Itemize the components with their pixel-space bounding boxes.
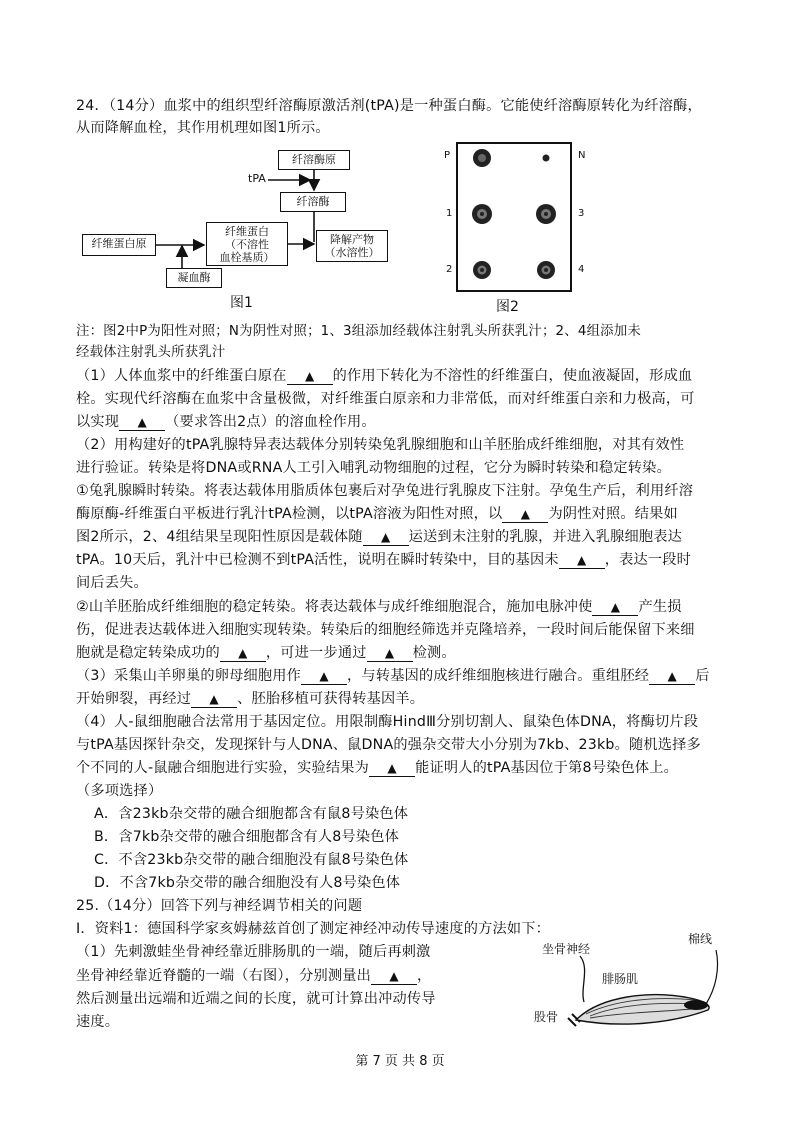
tpa-label: tPA — [248, 172, 266, 185]
q25-material: Ⅰ．资料1：德国科学家亥姆赫兹首创了测定神经冲动传导速度的方法如下： — [76, 921, 551, 937]
figure-1-mechanism — [82, 142, 412, 312]
q24-p3-text-e: 、胚胎移植可获得转基因羊。 — [237, 691, 425, 707]
q24-p2-text-e: tPA。10天后，乳汁中已检测不到tPA活性，说明在瞬时转染中，目的基因未 — [76, 552, 559, 568]
figure-1-caption: 图1 — [230, 295, 253, 311]
spot-1 — [472, 204, 492, 224]
spot-4 — [537, 261, 555, 279]
q24-p2-text-b: 为阴性对照。结果如 — [548, 506, 678, 522]
q24-p2-text-i: 胞就是稳定转染成功的 — [76, 645, 220, 661]
q24-p1-line2: 栓。实现代纤溶酶在血浆中含量极微，对纤维蛋白原亲和力非常低，而对纤维蛋白亲和力极高，可 — [76, 391, 695, 407]
label-p: P — [444, 150, 451, 161]
figure-1-arrows — [82, 142, 412, 312]
option-a[interactable]: A．含23kb杂交带的融合细胞都含有鼠8号染色体 — [94, 806, 409, 822]
answer-blank[interactable]: ▲ — [119, 414, 165, 431]
plate-spots — [438, 142, 598, 292]
box-plasmin: 纤溶酶 — [280, 192, 346, 212]
label-cotton-thread: 棉线 — [688, 932, 713, 946]
spot-2 — [473, 261, 491, 279]
spot-3 — [536, 204, 556, 224]
q24-p3-text-c: 后 — [695, 668, 710, 684]
q25-line2 — [76, 966, 496, 986]
note-line1: 注：图2中P为阳性对照；N为阴性对照；1、3组添加经载体注射乳头所获乳汁；2、4组添加未 — [76, 324, 641, 339]
q24-p1-text-d: （要求答出2点）的溶血栓作用。 — [165, 414, 376, 430]
q24-p4-text-b: 能证明人的tPA基因位于第8号染色体上。 — [415, 760, 679, 776]
answer-blank[interactable]: ▲ — [369, 760, 415, 777]
q24-p2-text-j: ，可进一步通过 — [265, 645, 367, 661]
q24-p2-line6 — [76, 550, 736, 570]
label-sciatic-nerve: 坐骨神经 — [542, 942, 591, 956]
nerve-muscle-figure — [520, 928, 740, 1040]
page-footer: 第 7 页 共 8 页 — [355, 1054, 445, 1069]
answer-blank[interactable]: ▲ — [592, 599, 638, 616]
box-fibrin-line3: 血栓基质） — [219, 251, 275, 264]
answer-blank[interactable]: ▲ — [220, 645, 266, 662]
label-4: 4 — [578, 264, 585, 275]
answer-blank[interactable]: ▲ — [363, 529, 409, 546]
box-fibrinogen: 纤维蛋白原 — [82, 234, 156, 256]
nerve-muscle-drawing — [520, 928, 740, 1040]
box-plasminogen: 纤溶酶原 — [278, 150, 350, 170]
q24-p2-line1: （2）用构建好的tPA乳腺特异表达载体分别转染兔乳腺细胞和山羊胚胎成纤维细胞，对其有效性 — [76, 437, 685, 453]
answer-blank[interactable]: ▲ — [559, 552, 605, 569]
q24-p2-line5 — [76, 527, 736, 547]
box-fibrin-line2: （不溶性 — [225, 238, 269, 251]
q25-line1: （1）先刺激蛙坐骨神经靠近腓肠肌的一端，随后再刺激 — [76, 944, 431, 960]
q24-p2-text-k: 检测。 — [412, 645, 456, 661]
q24-p2-text-d: 运送到未注射的乳腺，并进入乳腺细胞表达 — [408, 529, 683, 545]
q24-p3-line2 — [76, 689, 736, 709]
q24-p3-text-a: （3）采集山羊卵巢的卵母细胞用作 — [76, 668, 302, 684]
q25-text-a: 坐骨神经靠近脊髓的一端（右图），分别测量出 — [76, 968, 372, 984]
box-product-line2: （水溶性） — [324, 246, 380, 259]
q24-p2-line4 — [76, 504, 736, 524]
q24-p2-line9: 伤，促进表达载体进入细胞实现转染。转染后的细胞经筛选并克隆培养，一段时间后能保留下来细 — [76, 622, 695, 638]
q24-p2-text-g: ②山羊胚胎成纤维细胞的稳定转染。将表达载体与成纤维细胞混合，施加电脉冲使 — [76, 599, 593, 615]
q24-p3-text-b: ，与转基因的成纤维细胞核进行融合。重组胚经 — [347, 668, 650, 684]
answer-blank[interactable]: ▲ — [191, 691, 237, 708]
cotton-thread — [706, 950, 718, 1004]
q24-p1-text-b: 的作用下转化为不溶性的纤维蛋白，使血液凝固，形成血 — [332, 368, 693, 384]
q24-p4-text-a: 个不同的人-鼠融合细胞进行实验，实验结果为 — [76, 760, 370, 776]
answer-blank[interactable]: ▲ — [367, 645, 413, 662]
q24-p2-text-f: ，表达一段时 — [604, 552, 692, 568]
q24-p3-line1 — [76, 666, 736, 686]
q25-line4: 速度。 — [76, 1014, 120, 1030]
label-n: N — [578, 150, 586, 161]
label-1: 1 — [446, 208, 453, 219]
q24-p2-line3: ①兔乳腺瞬时转染。将表达载体用脂质体包裹后对孕兔进行乳腺皮下注射。孕兔生产后，利用纤溶 — [76, 483, 694, 499]
q24-p3-text-d: 开始卵裂，再经过 — [76, 691, 192, 707]
q25-line3: 然后测量出远端和近端之间的长度，就可计算出冲动传导 — [76, 991, 436, 1007]
q24-p2-line7: 间后丢失。 — [76, 575, 148, 591]
option-b[interactable]: B．含7kb杂交带的融合细胞都含有人8号染色体 — [94, 829, 399, 845]
sciatic-nerve-line — [580, 956, 585, 1002]
q24-intro-line2: 从而降解血栓，其作用机理如图1所示。 — [76, 120, 330, 136]
tendon — [684, 1000, 708, 1010]
box-product-line1: 降解产物 — [330, 233, 374, 246]
q24-p2-text-a: 酶原酶-纤维蛋白平板进行乳汁tPA检测，以tPA溶液为阳性对照，以 — [76, 506, 503, 522]
spot-p — [473, 149, 491, 167]
answer-blank[interactable]: ▲ — [371, 968, 417, 985]
label-gastrocnemius: 腓肠肌 — [602, 972, 639, 986]
box-fibrin-line1: 纤维蛋白 — [225, 225, 269, 238]
q24-p1-text-a: （1）人体血浆中的纤维蛋白原在 — [76, 368, 287, 384]
q24-p4-multi-select: （多项选择） — [76, 783, 163, 799]
label-3: 3 — [578, 208, 585, 219]
q25-text-b: ， — [417, 968, 432, 984]
label-2: 2 — [446, 264, 453, 275]
q24-p2-text-h: 产生损 — [638, 599, 682, 615]
q24-p2-line8 — [76, 597, 736, 617]
figure-2-caption: 图2 — [496, 299, 519, 315]
option-c[interactable]: C．不含23kb杂交带的融合细胞没有鼠8号染色体 — [94, 852, 409, 868]
answer-blank[interactable]: ▲ — [502, 506, 548, 523]
q24-p1-line3 — [76, 412, 736, 432]
q24-p2-line10 — [76, 643, 736, 663]
q24-p1-text-c: 以实现 — [76, 414, 120, 430]
box-thrombin: 凝血酶 — [166, 268, 222, 288]
answer-blank[interactable]: ▲ — [287, 368, 333, 385]
option-d[interactable]: D．不含7kb杂交带的融合细胞没有人8号染色体 — [94, 875, 401, 891]
label-femur: 股骨 — [534, 1010, 559, 1024]
q24-p4-line3 — [76, 758, 736, 778]
q24-p4-line2: 与tPA基因探针杂交，发现探针与人DNA、鼠DNA的强杂交带大小分别为7kb、23kb。随机选择多 — [76, 737, 701, 753]
figure-2-plate — [438, 142, 598, 317]
q24-p2-line2: 进行验证。转染是将DNA或RNA人工引入哺乳动物细胞的过程，它分为瞬时转染和稳定转染。 — [76, 460, 671, 476]
q24-p1-line1 — [76, 366, 736, 386]
q24-p2-text-c: 图2所示，2、4组结果呈现阳性原因是载体随 — [76, 529, 363, 545]
q25-title: 25.（14分）回答下列与神经调节相关的问题 — [76, 898, 363, 914]
note-line2: 经载体注射乳头所获乳汁 — [76, 345, 226, 360]
answer-blank[interactable]: ▲ — [301, 668, 347, 685]
answer-blank[interactable]: ▲ — [649, 668, 695, 685]
q24-intro-line1: 24．（14分）血浆中的组织型纤溶酶原激活剂(tPA)是一种蛋白酶。它能使纤溶酶原转化为纤溶酶， — [76, 98, 702, 114]
q24-p4-line1: （4）人-鼠细胞融合法常用于基因定位。用限制酶HindⅢ分别切割人、鼠染色体DNA，将酶切片段 — [76, 714, 699, 730]
spot-n — [543, 155, 550, 162]
